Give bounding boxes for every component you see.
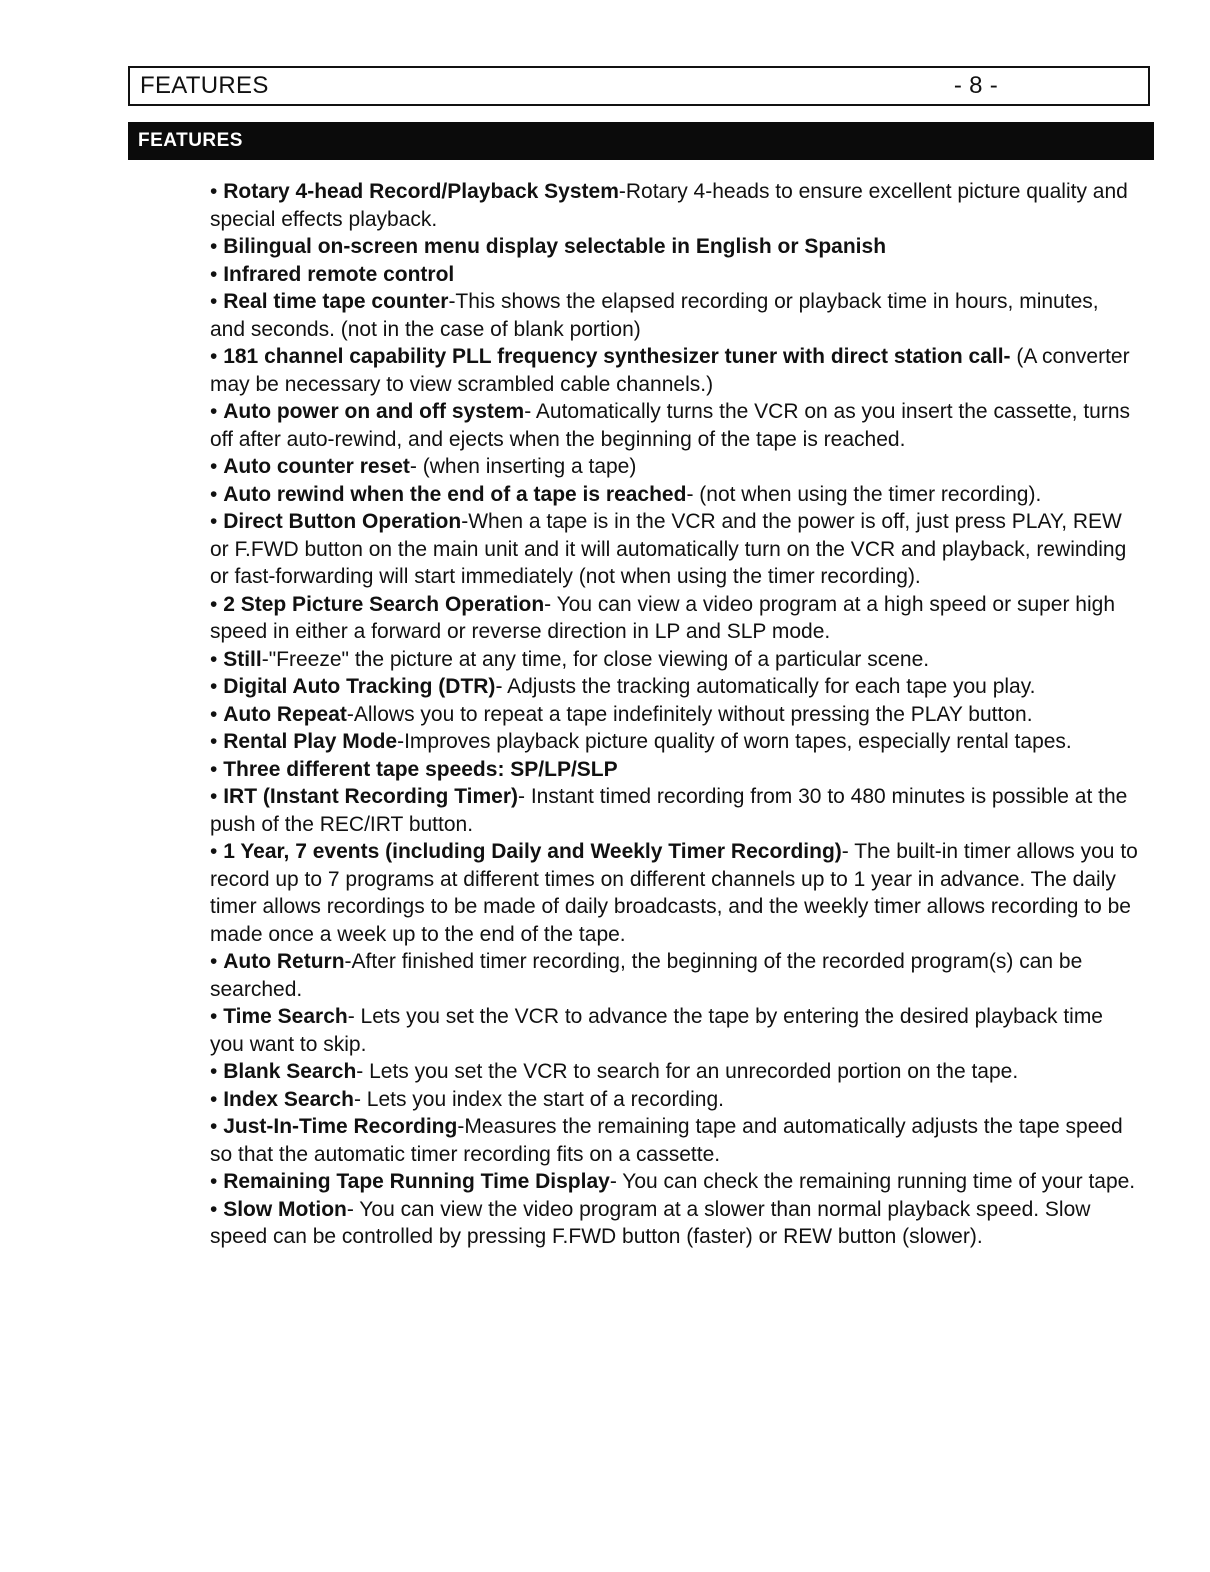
bullet: •: [210, 235, 218, 258]
feature-title: Rental Play Mode: [223, 730, 398, 753]
feature-title: Still: [223, 647, 262, 671]
feature-title: Auto counter reset: [223, 455, 410, 478]
feature-title: Auto power on and off system: [223, 400, 525, 423]
bullet: •: [210, 840, 218, 863]
list-item: [210, 673, 1138, 701]
feature-title: Auto Repeat: [223, 702, 347, 726]
bullet: •: [210, 592, 218, 616]
feature-title: Direct Button Operation: [223, 510, 462, 533]
section-title: FEATURES: [138, 130, 243, 151]
feature-title: Index Search: [223, 1087, 354, 1111]
list-item: [210, 701, 1138, 729]
feature-description: -This shows the elapsed recording or playback time in hours, minutes, and seconds. (not in the case of blank portion): [210, 290, 1099, 341]
feature-description: -When a tape is in the VCR and the power is off, just press PLAY, REW or F.FWD button on the main unit and it will automatically turn on the VCR and playback, rewinding or fast-forwarding will start immediately (not when using the timer recording).: [210, 510, 1127, 588]
bullet: •: [210, 290, 218, 313]
feature-title: Rotary 4-head Record/Playback System: [223, 180, 619, 203]
bullet: •: [210, 400, 218, 423]
bullet: •: [210, 702, 218, 726]
list-item: [210, 288, 1138, 343]
bullet: •: [210, 757, 218, 781]
feature-description: (A converter may be necessary to view scrambled cable channels.): [210, 345, 1130, 396]
bullet: •: [210, 647, 218, 671]
feature-title: Auto rewind when the end of a tape is reached: [223, 482, 687, 506]
bullet: •: [210, 455, 218, 478]
bullet: •: [210, 262, 218, 286]
list-item: [210, 728, 1138, 756]
list-item: [210, 756, 1138, 784]
feature-title: Slow Motion: [223, 1197, 347, 1221]
bullet: •: [210, 482, 218, 506]
feature-description: -"Freeze" the picture at any time, for close viewing of a particular scene.: [261, 647, 930, 671]
list-item: [210, 1168, 1138, 1196]
list-item: [210, 783, 1138, 838]
bullet: •: [210, 1115, 218, 1138]
bullet: •: [210, 510, 218, 533]
bullet: •: [210, 1197, 218, 1221]
list-item: [210, 398, 1138, 453]
feature-title: Infrared remote control: [223, 262, 455, 286]
bullet: •: [210, 950, 218, 973]
feature-title: Blank Search: [223, 1060, 357, 1083]
list-item: [210, 838, 1138, 948]
feature-title: Just-In-Time Recording: [223, 1115, 458, 1138]
feature-title: IRT (Instant Recording Timer): [223, 785, 519, 808]
bullet: •: [210, 1005, 218, 1028]
feature-description: - Automatically turns the VCR on as you insert the cassette, turns off after auto-rewind, and ejects when the beginning of the tape is reached.: [210, 400, 1130, 451]
feature-title: Remaining Tape Running Time Display: [223, 1170, 610, 1193]
list-item: [210, 453, 1138, 481]
bullet: •: [210, 730, 218, 753]
feature-title: Auto Return: [223, 950, 345, 973]
list-item: [210, 343, 1138, 398]
list-item: [210, 646, 1138, 674]
feature-description: - You can view the video program at a slower than normal playback speed. Slow speed can be controlled by pressing F.FWD button (faster) or REW button (slower).: [210, 1197, 1091, 1248]
feature-description: - You can check the remaining running time of your tape.: [609, 1170, 1136, 1193]
list-item: [210, 1058, 1138, 1086]
feature-description: - (when inserting a tape): [409, 455, 637, 478]
list-item: [210, 1086, 1138, 1114]
feature-title: Three different tape speeds: SP/LP/SLP: [223, 757, 618, 781]
bullet: •: [210, 1170, 218, 1193]
feature-description: - (not when using the timer recording).: [686, 482, 1042, 506]
feature-description: - The built-in timer allows you to record up to 7 programs at different times on different channels up to 1 year in advance. The daily timer allows recordings to be made of daily broadcasts, and the weekly timer allows recording to be made once a week up to the end of the tape.: [210, 840, 1138, 946]
feature-title: 181 channel capability PLL frequency synthesizer tuner with direct station call-: [223, 345, 1011, 368]
bullet: •: [210, 1087, 218, 1111]
bullet: •: [210, 675, 218, 698]
feature-description: - Lets you index the start of a recording.: [353, 1087, 724, 1111]
list-item: [210, 1003, 1138, 1058]
feature-description: -Measures the remaining tape and automatically adjusts the tape speed so that the automatic timer recording fits on a cassette.: [210, 1115, 1123, 1166]
section-title-bar: [128, 122, 1154, 160]
feature-description: - Instant timed recording from 30 to 480 minutes is possible at the push of the REC/IRT button.: [210, 785, 1128, 836]
feature-title: Time Search: [223, 1005, 348, 1028]
page-header: [128, 66, 1150, 106]
list-item: [210, 591, 1138, 646]
page-header-title: FEATURES: [140, 72, 269, 99]
bullet: •: [210, 1060, 218, 1083]
list-item: [210, 261, 1138, 289]
feature-description: - Adjusts the tracking automatically for each tape you play.: [495, 675, 1036, 698]
list-item: [210, 1113, 1138, 1168]
list-item: [210, 948, 1138, 1003]
list-item: [210, 508, 1138, 591]
feature-description: -Rotary 4-heads to ensure excellent picture quality and special effects playback.: [210, 180, 1128, 231]
feature-description: - Lets you set the VCR to search for an unrecorded portion on the tape.: [356, 1060, 1019, 1083]
bullet: •: [210, 180, 218, 203]
feature-list: [210, 178, 1138, 1251]
feature-description: - Lets you set the VCR to advance the tape by entering the desired playback time you want to skip.: [210, 1005, 1103, 1056]
feature-title: Real time tape counter: [223, 290, 449, 313]
feature-title: 1 Year, 7 events (including Daily and Weekly Timer Recording): [223, 840, 842, 863]
feature-description: -Allows you to repeat a tape indefinitely without pressing the PLAY button.: [346, 702, 1033, 726]
feature-title: 2 Step Picture Search Operation: [223, 592, 545, 616]
list-item: [210, 178, 1138, 233]
feature-title: Bilingual on-screen menu display selectable in English or Spanish: [223, 235, 887, 258]
bullet: •: [210, 345, 218, 368]
feature-description: -After finished timer recording, the beginning of the recorded program(s) can be searched.: [210, 950, 1083, 1001]
page-number: - 8 -: [953, 72, 998, 99]
list-item: [210, 481, 1138, 509]
feature-description: -Improves playback picture quality of worn tapes, especially rental tapes.: [397, 730, 1072, 753]
list-item: [210, 233, 1138, 261]
list-item: [210, 1196, 1138, 1251]
feature-title: Digital Auto Tracking (DTR): [223, 675, 496, 698]
feature-description: - You can view a video program at a high speed or super high speed in either a forward or reverse direction in LP and SLP mode.: [210, 592, 1116, 643]
bullet: •: [210, 785, 218, 808]
